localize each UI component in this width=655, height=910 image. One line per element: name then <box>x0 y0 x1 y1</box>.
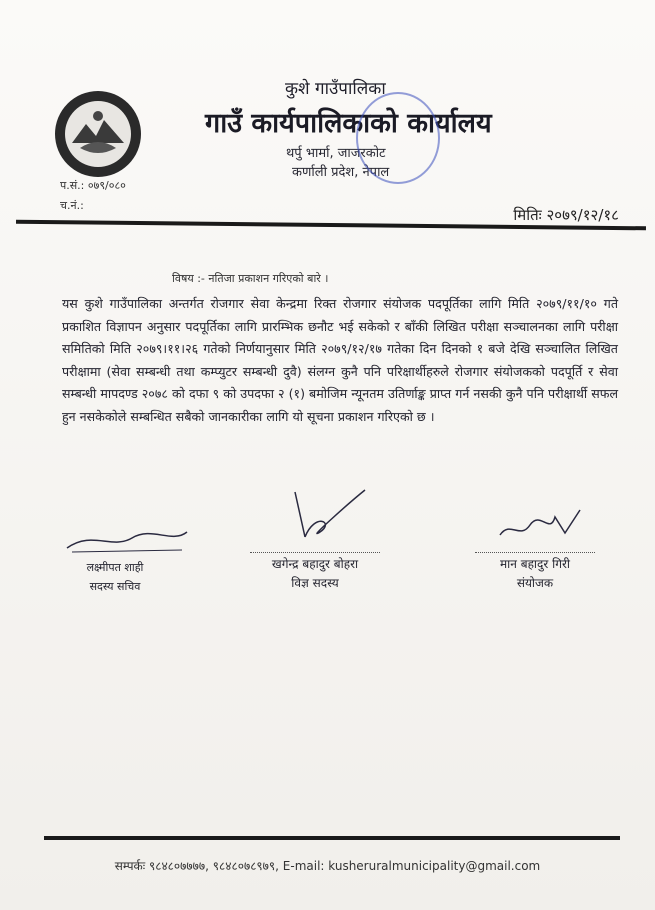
signatory-name: खगेन्द्र बहादुर बोहरा <box>271 557 359 571</box>
letter-number: प.सं.: ०७९/०८० <box>60 179 126 192</box>
letter-body: यस कुशे गाउँपालिका अन्तर्गत रोजगार सेवा केन्द्रमा रिक्त रोजगार संयोजक पदपूर्तिका लागि मिति २०७९/११/१० गते प्रकाशित विज्ञापन अनुसार पदपूर्तिका लागि प्रारम्भिक छनौट भई सकेको र बाँकी लिखित परीक्षा सञ्चालनका लागि परीक्षा समितिको मिति २०७९।११।२६ गतेको निर्णयानुसार मिति २०७९/१२/१७ गतेका दिन दिनको १ बजे देखि सञ्चालित लिखित परीक्षामा (सेवा सम्बन्धी तथा कम्प्युटर सम्बन्धी दुवै) संलग्न कुनै पनि परिक्षार्थीहरुले रोजगार संयोजकको पदपूर्ति र सेवा सम्बन्धी मापदण्ड २०७८ को दफा ९ को उपदफा २ (१) बमोजिम न्यूनतम उतिर्णाङ्क प्राप्त गर्न नसकी कुनै पनि परीक्षार्थी सफल हुन नसकेकोले सम्बन्धित सबैको जानकारीका लागि यो सूचना प्रकाशन गरिएको छ । <box>62 296 618 424</box>
reference-numbers <box>60 176 126 216</box>
government-emblem-icon <box>52 88 144 180</box>
signature-mark-3 <box>495 505 585 545</box>
signature-line <box>475 552 595 553</box>
dispatch-number: च.नं.: <box>60 199 84 212</box>
province-line: कर्णाली प्रदेश, नेपाल <box>292 165 390 180</box>
office-title: गाउँ कार्यपालिकाको कार्यालय <box>205 108 492 139</box>
signature-line <box>250 552 380 553</box>
contact-footer: सम्पर्कः ९८४८०७७७७, ९८४८०७८९७९, E-mail: kusheruralmunicipality@gmail.com <box>114 859 541 873</box>
letter-subject: विषय :- नतिजा प्रकाशन गरिएको बारे । <box>172 272 329 285</box>
signatory-expert-member <box>250 552 380 593</box>
office-address: थर्पु भार्मा, जाजरकोट <box>286 146 386 161</box>
letter-date: मितिः २०७९/१२/१८ <box>513 206 619 224</box>
signatory-title: सदस्य सचिव <box>89 580 141 593</box>
municipality-name: कुशे गाउँपालिका <box>285 79 386 99</box>
office-stamp <box>356 92 440 184</box>
footer-divider <box>44 836 620 840</box>
signatory-title: संयोजक <box>516 576 554 590</box>
signatory-title: विज्ञ सदस्य <box>291 576 339 590</box>
signatory-name: लक्ष्मीपत शाही <box>86 561 144 574</box>
signatory-coordinator <box>475 552 595 593</box>
signatory-name: मान बहादुर गिरी <box>499 557 571 571</box>
signature-mark-2 <box>280 482 370 544</box>
signature-mark-1 <box>62 520 192 560</box>
signatory-member-secretary <box>60 558 170 596</box>
